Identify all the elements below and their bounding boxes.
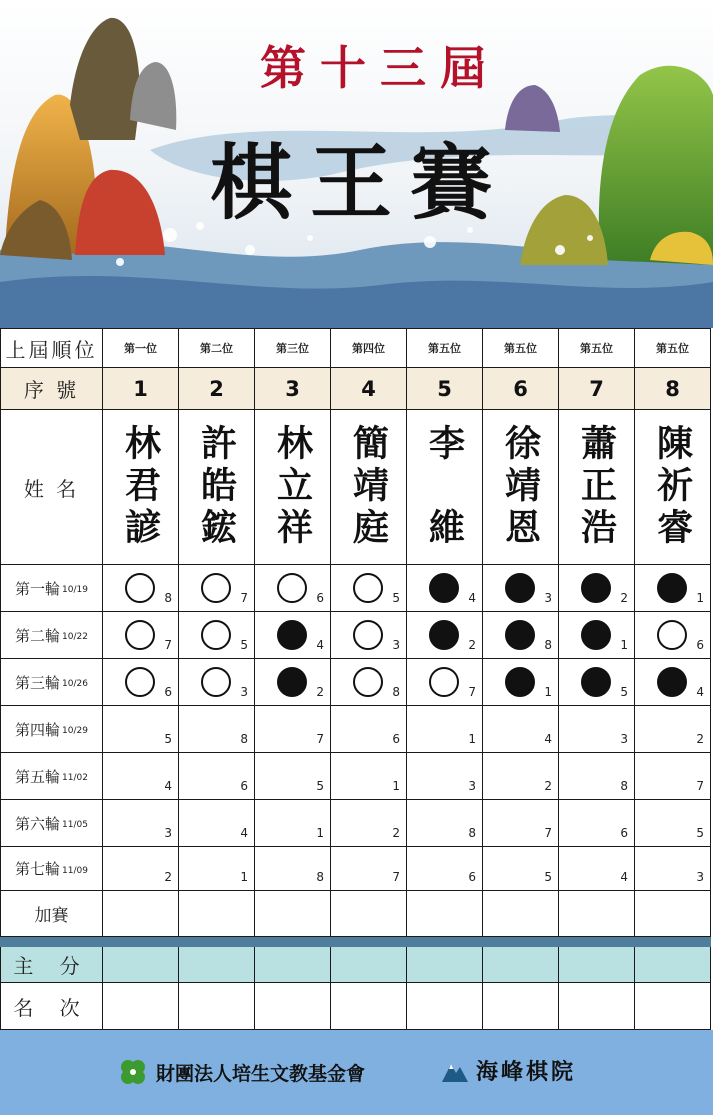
opponent-number: 5: [316, 779, 324, 793]
pairing-cell: [255, 800, 331, 847]
opponent-number: 5: [164, 732, 172, 746]
opponent-number: 4: [240, 826, 248, 840]
opponent-number: 4: [620, 870, 628, 884]
previous-rank: 第一位: [103, 328, 179, 368]
opponent-number: 7: [696, 779, 704, 793]
opponent-number: 7: [544, 826, 552, 840]
seat-number: 1: [103, 368, 179, 410]
pairing-cell: [407, 847, 483, 891]
player-name: 許皓鋐: [195, 424, 238, 550]
round-label: [0, 800, 103, 847]
round-date: 11/09: [62, 865, 88, 876]
pairing-cell: [103, 612, 179, 659]
white-stone-icon: [353, 573, 383, 603]
pairing-cell: [331, 753, 407, 800]
pairing-cell: [255, 753, 331, 800]
player-name-cell: [103, 410, 179, 565]
total-score-cell: [179, 947, 255, 983]
total-score-cell: [559, 947, 635, 983]
placing-cell: [255, 983, 331, 1030]
player-name-cell: [559, 410, 635, 565]
opponent-number: 6: [620, 826, 628, 840]
pairing-cell: [559, 706, 635, 753]
pairing-cell: [559, 847, 635, 891]
pairing-cell: [255, 847, 331, 891]
section-divider: [0, 937, 711, 947]
round-date: 11/05: [62, 820, 88, 830]
black-stone-icon: [277, 620, 307, 650]
round-label: [0, 847, 103, 891]
previous-rank: 第五位: [407, 328, 483, 368]
pairing-cell: [559, 753, 635, 800]
pairing-cell: [179, 659, 255, 706]
round-label: [0, 612, 103, 659]
venue-name: 海峰棋院: [476, 1059, 577, 1085]
pairing-cell: [559, 565, 635, 612]
previous-rank: 第五位: [483, 328, 559, 368]
seat-number: 2: [179, 368, 255, 410]
player-name: 簡靖庭: [347, 424, 390, 550]
seat-number: 3: [255, 368, 331, 410]
player-name-cell: [407, 410, 483, 565]
pairing-cell: [179, 800, 255, 847]
opponent-number: 3: [696, 870, 704, 884]
round-date: 10/26: [62, 679, 88, 689]
pairing-cell: [255, 659, 331, 706]
opponent-number: 3: [544, 591, 552, 605]
placing-cell: [483, 983, 559, 1030]
white-stone-icon: [125, 667, 155, 697]
playoff-cell: [407, 891, 483, 937]
black-stone-icon: [505, 573, 535, 603]
event-edition-title: 第十三屆: [260, 41, 500, 95]
sponsor-credit: [118, 1057, 365, 1087]
placing-cell: [331, 983, 407, 1030]
opponent-number: 8: [468, 826, 476, 840]
opponent-number: 4: [316, 638, 324, 652]
opponent-number: 2: [164, 870, 172, 884]
four-leaf-clover-icon: [118, 1057, 148, 1087]
black-stone-icon: [505, 667, 535, 697]
pairing-cell: [331, 800, 407, 847]
pairing-cell: [255, 565, 331, 612]
opponent-number: 1: [696, 591, 704, 605]
opponent-number: 7: [316, 732, 324, 746]
seat-number: 5: [407, 368, 483, 410]
total-score-cell: [483, 947, 559, 983]
opponent-number: 7: [240, 591, 248, 605]
total-score-cell: [407, 947, 483, 983]
total-score-cell: [255, 947, 331, 983]
opponent-number: 4: [696, 685, 704, 699]
pairing-cell: [407, 612, 483, 659]
placing-cell: [407, 983, 483, 1030]
pairing-cell: [103, 659, 179, 706]
opponent-number: 3: [240, 685, 248, 699]
black-stone-icon: [581, 667, 611, 697]
pairing-cell: [635, 612, 711, 659]
opponent-number: 2: [468, 638, 476, 652]
round-name: 第二輪: [15, 626, 61, 645]
opponent-number: 3: [392, 638, 400, 652]
black-stone-icon: [505, 620, 535, 650]
pairing-cell: [635, 659, 711, 706]
pairing-cell: [483, 847, 559, 891]
previous-rank: 第四位: [331, 328, 407, 368]
opponent-number: 6: [696, 638, 704, 652]
pairing-cell: [407, 565, 483, 612]
player-name-cell: [179, 410, 255, 565]
seat-number: 6: [483, 368, 559, 410]
opponent-number: 7: [164, 638, 172, 652]
playoff-label: 加賽: [0, 891, 103, 937]
pairing-cell: [483, 706, 559, 753]
seat-number-label: 序 號: [0, 368, 103, 410]
round-name: 第三輪: [15, 673, 61, 692]
pairing-cell: [559, 659, 635, 706]
opponent-number: 5: [392, 591, 400, 605]
opponent-number: 8: [392, 685, 400, 699]
player-name-cell: [483, 410, 559, 565]
round-name: 第四輪: [15, 720, 61, 739]
opponent-number: 1: [468, 732, 476, 746]
opponent-number: 3: [620, 732, 628, 746]
opponent-number: 4: [164, 779, 172, 793]
round-date: 10/29: [62, 726, 88, 736]
footer: [0, 1030, 713, 1115]
opponent-number: 7: [468, 685, 476, 699]
round-name: 第七輪: [15, 860, 61, 878]
results-table: [0, 328, 713, 1030]
pairing-cell: [635, 800, 711, 847]
white-stone-icon: [277, 573, 307, 603]
pairing-cell: [103, 753, 179, 800]
white-stone-icon: [429, 667, 459, 697]
player-name: 陳祈睿: [651, 424, 694, 550]
pairing-cell: [407, 800, 483, 847]
opponent-number: 6: [240, 779, 248, 793]
previous-rank-label: 上屆順位: [0, 328, 103, 368]
seat-number: 4: [331, 368, 407, 410]
opponent-number: 8: [316, 870, 324, 884]
pairing-cell: [635, 847, 711, 891]
player-name: 林立祥: [271, 424, 314, 550]
opponent-number: 5: [240, 638, 248, 652]
seat-number: 8: [635, 368, 711, 410]
playoff-cell: [483, 891, 559, 937]
name-label: 姓 名: [0, 410, 103, 565]
pairing-cell: [331, 565, 407, 612]
opponent-number: 7: [392, 870, 400, 884]
pairing-cell: [255, 612, 331, 659]
total-score-cell: [331, 947, 407, 983]
white-stone-icon: [657, 620, 687, 650]
pairing-cell: [103, 706, 179, 753]
pairing-cell: [331, 847, 407, 891]
black-stone-icon: [277, 667, 307, 697]
opponent-number: 6: [468, 870, 476, 884]
seat-number: 7: [559, 368, 635, 410]
mountain-icon: [440, 1056, 470, 1086]
opponent-number: 8: [164, 591, 172, 605]
pairing-cell: [407, 753, 483, 800]
pairing-cell: [103, 565, 179, 612]
black-stone-icon: [657, 573, 687, 603]
pairing-cell: [179, 753, 255, 800]
white-stone-icon: [201, 620, 231, 650]
black-stone-icon: [581, 620, 611, 650]
white-stone-icon: [125, 620, 155, 650]
player-name: 徐靖恩: [499, 424, 542, 550]
opponent-number: 5: [696, 826, 704, 840]
opponent-number: 4: [544, 732, 552, 746]
pairing-cell: [331, 612, 407, 659]
opponent-number: 1: [316, 826, 324, 840]
pairing-cell: [635, 753, 711, 800]
player-name-cell: [331, 410, 407, 565]
previous-rank: 第三位: [255, 328, 331, 368]
pairing-cell: [331, 706, 407, 753]
opponent-number: 8: [240, 732, 248, 746]
placing-cell: [179, 983, 255, 1030]
player-name: 蕭正浩: [575, 424, 618, 550]
round-label: [0, 565, 103, 612]
pairing-cell: [179, 706, 255, 753]
opponent-number: 8: [620, 779, 628, 793]
pairing-cell: [483, 753, 559, 800]
pairing-cell: [483, 612, 559, 659]
placing-label: 名 次: [0, 983, 103, 1030]
opponent-number: 2: [696, 732, 704, 746]
player-name-cell: [255, 410, 331, 565]
round-label: [0, 706, 103, 753]
pairing-cell: [331, 659, 407, 706]
round-label: [0, 753, 103, 800]
round-label: [0, 659, 103, 706]
total-score-label: 主 分: [0, 947, 103, 983]
event-name-title: 棋王賽: [209, 135, 510, 231]
banner: [0, 0, 713, 328]
pairing-cell: [179, 565, 255, 612]
opponent-number: 2: [316, 685, 324, 699]
black-stone-icon: [581, 573, 611, 603]
opponent-number: 6: [392, 732, 400, 746]
player-name: 林君諺: [119, 424, 162, 550]
black-stone-icon: [657, 667, 687, 697]
total-score-cell: [635, 947, 711, 983]
opponent-number: 4: [468, 591, 476, 605]
venue-credit: [440, 1055, 576, 1086]
opponent-number: 6: [164, 685, 172, 699]
sponsor-name: 財團法人培生文教基金會: [156, 1062, 366, 1085]
pairing-cell: [559, 800, 635, 847]
round-date: 10/22: [62, 632, 88, 642]
round-date: 11/02: [62, 773, 88, 783]
placing-cell: [559, 983, 635, 1030]
player-name: 李 維: [423, 424, 466, 550]
black-stone-icon: [429, 620, 459, 650]
playoff-cell: [255, 891, 331, 937]
opponent-number: 1: [240, 870, 248, 884]
white-stone-icon: [201, 667, 231, 697]
pairing-cell: [407, 706, 483, 753]
previous-rank: 第五位: [635, 328, 711, 368]
opponent-number: 1: [620, 638, 628, 652]
round-date: 10/19: [62, 585, 88, 595]
opponent-number: 5: [544, 870, 552, 884]
opponent-number: 3: [164, 826, 172, 840]
round-name: 第一輪: [15, 579, 61, 598]
playoff-cell: [635, 891, 711, 937]
pairing-cell: [179, 612, 255, 659]
pairing-cell: [179, 847, 255, 891]
playoff-cell: [331, 891, 407, 937]
pairing-cell: [635, 706, 711, 753]
playoff-cell: [103, 891, 179, 937]
round-name: 第五輪: [15, 767, 61, 786]
opponent-number: 8: [544, 638, 552, 652]
pairing-cell: [483, 659, 559, 706]
placing-cell: [635, 983, 711, 1030]
black-stone-icon: [429, 573, 459, 603]
previous-rank: 第二位: [179, 328, 255, 368]
white-stone-icon: [353, 667, 383, 697]
pairing-cell: [407, 659, 483, 706]
pairing-cell: [483, 565, 559, 612]
opponent-number: 5: [620, 685, 628, 699]
opponent-number: 1: [544, 685, 552, 699]
pairing-cell: [103, 847, 179, 891]
white-stone-icon: [125, 573, 155, 603]
opponent-number: 3: [468, 779, 476, 793]
player-name-cell: [635, 410, 711, 565]
white-stone-icon: [353, 620, 383, 650]
white-stone-icon: [201, 573, 231, 603]
pairing-cell: [103, 800, 179, 847]
round-name: 第六輪: [15, 814, 61, 833]
opponent-number: 6: [316, 591, 324, 605]
playoff-cell: [559, 891, 635, 937]
previous-rank: 第五位: [559, 328, 635, 368]
opponent-number: 2: [620, 591, 628, 605]
pairing-cell: [559, 612, 635, 659]
total-score-cell: [103, 947, 179, 983]
opponent-number: 2: [392, 826, 400, 840]
playoff-cell: [179, 891, 255, 937]
opponent-number: 1: [392, 779, 400, 793]
pairing-cell: [483, 800, 559, 847]
pairing-cell: [255, 706, 331, 753]
opponent-number: 2: [544, 779, 552, 793]
pairing-cell: [635, 565, 711, 612]
placing-cell: [103, 983, 179, 1030]
